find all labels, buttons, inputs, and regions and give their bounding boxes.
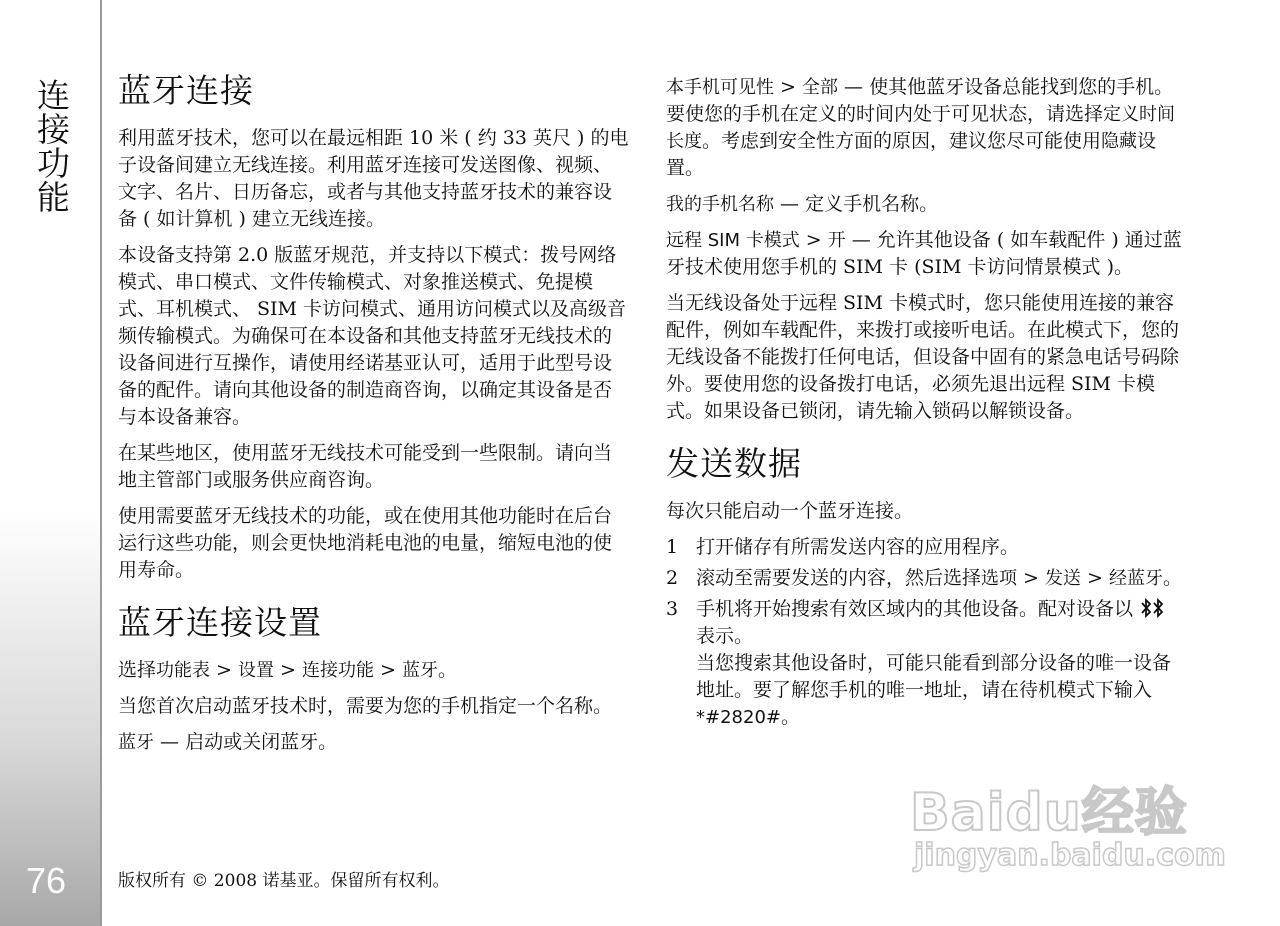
- right-column: [666, 74, 1186, 735]
- separator: >: [274, 658, 303, 681]
- step-number: 3: [666, 597, 679, 620]
- text: — 允许其他设备 ( 如车载配件 ) 通过蓝牙技术使用您手机的 SIM 卡 (SIM 卡访问情景模式 )。: [666, 229, 1182, 278]
- section-title: 连接功能: [32, 78, 71, 214]
- menu-term: 远程 SIM 卡模式: [666, 230, 800, 251]
- paragraph: 在某些地区，使用蓝牙无线技术可能受到一些限制。请向当地主管部门或服务供应商咨询。: [118, 441, 613, 491]
- heading-send-data: 发送数据: [666, 444, 802, 483]
- paragraph: 当您首次启动蓝牙技术时，需要为您的手机指定一个名称。: [118, 694, 613, 717]
- menu-term: 蓝牙: [402, 659, 439, 681]
- separator: >: [1081, 566, 1110, 589]
- baidu-watermark: [900, 770, 1230, 890]
- bluetooth-paired-icon: [1139, 598, 1167, 618]
- text: 当您搜索其他设备时，可能只能看到部分设备的唯一设备地址。要了解您手机的唯一地址，请在待机模式下输入: [696, 651, 1172, 701]
- text: 手机将开始搜索有效区域内的其他设备。配对设备以: [696, 597, 1140, 620]
- menu-term: 开: [827, 230, 846, 251]
- steps-list: [666, 534, 1186, 731]
- menu-term: 蓝牙: [118, 731, 154, 753]
- remote-sim-setting: [666, 227, 1186, 281]
- watermark-logo: Baidu经验: [910, 783, 1188, 843]
- text: 。考虑到安全性方面的原因，建议您尽可能使用: [702, 130, 1102, 152]
- menu-term: 隐藏: [1101, 131, 1138, 152]
- paragraph: 使用需要蓝牙无线技术的功能，或在使用其他功能时在后台运行这些功能，则会更快地消耗电池的电量，缩短电池的使用寿命。: [118, 504, 613, 581]
- menu-term: 本手机可见性: [666, 77, 774, 98]
- menu-term: 功能表: [156, 659, 211, 681]
- menu-term: 经蓝牙: [1109, 567, 1164, 589]
- paragraph: 当无线设备处于远程 SIM 卡模式时，您只能使用连接的兼容配件，例如车载配件，来拨打或接听电话。在此模式下，您的无线设备不能拨打任何电话，但设备中固有的紧急电话号码除外。要使用您的设备拨打电话，必须先退出远程 SIM 卡模式。如果设备已锁闭，请先输入锁码以解锁设备。: [666, 292, 1180, 422]
- list-item: [666, 596, 1186, 731]
- separator: >: [774, 76, 802, 98]
- code-text: *#2820#: [696, 706, 781, 728]
- text: — 使其他蓝牙设备总能找到您的手机。要使您的手机在定义的时间内处于可见状态，请选择: [666, 76, 1174, 125]
- list-item: [666, 534, 1186, 561]
- bluetooth-setting: [118, 729, 630, 756]
- text: — 定义手机名称。: [774, 193, 939, 215]
- paragraph: 本设备支持第 2.0 版蓝牙规范，并支持以下模式：拨号网络模式、串口模式、文件传输模式、对象推送模式、免提模式、耳机模式、 SIM 卡访问模式、通用访问模式以及高级音频传输模式。为确保可在本设备和其他支持蓝牙无线技术的设备间进行互操作，请使用经诺基亚认可，适用于此型号设备的配件。请向其他设备的制造商咨询，以确定其设备是否与本设备兼容。: [118, 243, 627, 428]
- separator: >: [1017, 566, 1046, 589]
- heading-bluetooth-settings: 蓝牙连接设置: [118, 602, 322, 642]
- menu-path-paragraph: [118, 657, 630, 684]
- text: 表示。: [696, 624, 754, 647]
- text: 。: [1163, 566, 1183, 589]
- side-tab: [0, 0, 102, 926]
- menu-term: 设置: [238, 659, 275, 681]
- paragraph: 每次只能启动一个蓝牙连接。: [666, 499, 914, 522]
- text: 。: [780, 705, 800, 728]
- menu-term: 连接功能: [302, 659, 375, 681]
- paragraph: 利用蓝牙技术，您可以在最远相距 10 米 ( 约 33 英尺 ) 的电子设备间建立无线连接。利用蓝牙连接可发送图像、视频、文字、名片、日历备忘，或者与其他支持蓝牙技术的兼容设备 ( 如计算机 ) 建立无线连接。: [118, 126, 629, 230]
- watermark-url: jingyan.baidu.com: [914, 838, 1226, 873]
- text: 选择: [118, 658, 157, 681]
- phone-name-setting: [666, 191, 1186, 218]
- page-number: 76: [26, 860, 67, 901]
- text: 打开储存有所需发送内容的应用程序。: [696, 535, 1020, 558]
- separator: >: [799, 229, 828, 251]
- menu-term: 我的手机名称: [666, 194, 774, 215]
- menu-term: 定义时间长度: [666, 104, 1176, 152]
- text: — 启动或关闭蓝牙。: [154, 730, 338, 753]
- separator: >: [374, 658, 403, 681]
- step-number: 1: [666, 535, 679, 558]
- text: 。: [438, 658, 458, 681]
- menu-term: 发送: [1045, 567, 1082, 589]
- step-number: 2: [666, 566, 679, 589]
- heading-bluetooth: 蓝牙连接: [118, 71, 254, 110]
- left-column: [118, 70, 630, 765]
- text: 滚动至需要发送的内容，然后选择: [696, 566, 982, 589]
- visibility-setting: [666, 74, 1186, 182]
- separator: >: [210, 658, 239, 681]
- menu-term: 选项: [981, 567, 1018, 589]
- list-item: [666, 565, 1186, 592]
- menu-term: 全部: [802, 77, 838, 98]
- copyright-footer: 版权所有 © 2008 诺基亚。保留所有权利。: [118, 871, 450, 891]
- text: 设置。: [666, 130, 1157, 179]
